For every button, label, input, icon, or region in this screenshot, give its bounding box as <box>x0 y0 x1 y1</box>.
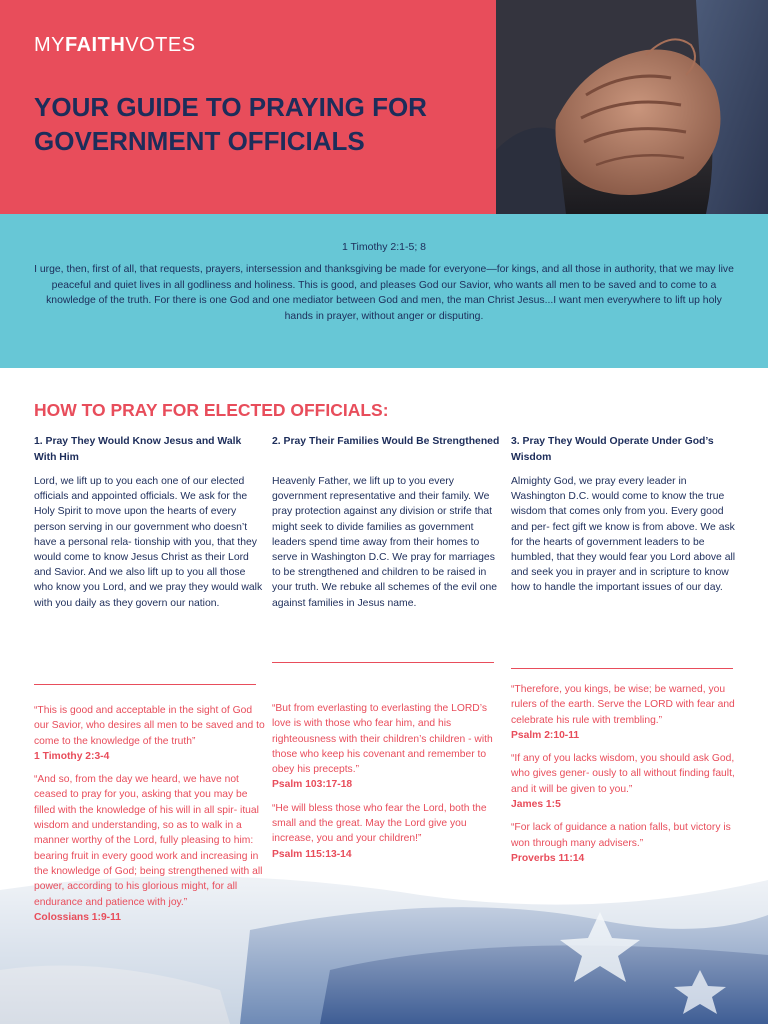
column-2-quotes <box>272 701 504 870</box>
logo-my: MY <box>34 34 65 56</box>
quote-text: “And so, from the day we heard, we have not ceased to pray for you, asking that you may be filled with the knowledge of his will in all spir- itual wisdom and understanding, so as to walk in a manner worthy of the Lord, fully pleasing to him: bearing fruit in every good work and increasing in the knowledge of God; being strengthened with all power, according to his glorious might, for all endurance and patience with joy.” <box>34 774 263 908</box>
scripture-quote <box>34 703 266 764</box>
scripture-quote <box>511 682 743 743</box>
quote-reference: Psalm 115:13-14 <box>272 848 352 860</box>
scripture-quote <box>34 772 266 925</box>
quote-text: “Therefore, you kings, be wise; be warned, you rulers of the earth. Serve the LORD with fear and celebrate his rule with trembling.” <box>511 684 735 726</box>
quote-text: “This is good and acceptable in the sight of God our Savior, who desires all men to be saved and to come to the knowledge of the truth” <box>34 705 265 747</box>
column-3-divider <box>511 668 733 669</box>
quote-reference: James 1:5 <box>511 799 561 811</box>
scripture-quote <box>511 820 743 866</box>
column-2-body: Heavenly Father, we lift up to you every government representative and their family. We pray protection against any division or strife that might seek to divide families as government leaders spend time away from their homes to serve in Washington D.C. We pray for marriages to be strengthened and children to be raised in your truth. We rebuke all schemes of the evil one against families in Jesus name. <box>272 476 498 609</box>
quote-text: “He will bless those who fear the Lord, both the small and the great. May the Lord give you increase, you and your children!” <box>272 802 487 845</box>
quote-reference: Psalm 2:10-11 <box>511 729 580 741</box>
column-2-divider <box>272 662 494 663</box>
scripture-quote <box>511 751 743 812</box>
column-1-body: Lord, we lift up to you each one of our elected officials and appointed officials. We ask for the Holy Spirit to move upon the hearts of every person serving in our government who doesn’t have a personal rela- tionship with you, that they would come to know Jesus Christ as their Lord and Savior. And we also lift up to you all those who know you Lord, and we pray they would walk with you daily as they govern our nation. <box>34 476 263 609</box>
verse-text: I urge, then, first of all, that requests, prayers, intersession and thanksgiving be made for everyone—for kings, and all those in authority, that we may live peaceful and quiet lives in all godliness and holiness. This is good, and pleases God our Savior, who wants all men to be saved and to come to a knowledge of the truth. For there is one God and one mediator between God and men, the man Christ Jesus...I want men everywhere to lift up holy hands in prayer, without anger or disputing. <box>34 264 734 322</box>
logo-faith: FAITH <box>65 34 126 56</box>
column-1-quotes <box>34 703 266 933</box>
column-1-heading: 1. Pray They Would Know Jesus and Walk With Him <box>34 436 242 463</box>
quote-text: “But from everlasting to everlasting the LORD’s love is with those who fear him, and his righteousness with their children’s children - with those who keep his covenant and remember to obey his precepts.” <box>272 703 493 776</box>
column-3-quotes <box>511 682 743 874</box>
praying-hands-photo <box>496 0 768 214</box>
quote-reference: Psalm 103:17-18 <box>272 779 353 791</box>
myfaithvotes-logo <box>34 34 196 57</box>
scripture-quote <box>272 801 504 862</box>
quote-reference: Colossians 1:9-11 <box>34 911 121 923</box>
column-3-heading: 3. Pray They Would Operate Under God’s Wisdom <box>511 436 714 463</box>
column-1-divider <box>34 684 256 685</box>
quote-reference: Proverbs 11:14 <box>511 852 585 864</box>
logo-votes: VOTES <box>125 34 196 56</box>
column-2-heading: 2. Pray Their Families Would Be Strengthened <box>272 436 500 447</box>
section-heading: HOW TO PRAY FOR ELECTED OFFICIALS: <box>34 400 389 420</box>
quote-reference: 1 Timothy 2:3-4 <box>34 750 110 762</box>
praying-hands-illustration <box>496 0 768 214</box>
verse-reference: 1 Timothy 2:1-5; 8 <box>341 241 427 253</box>
page-title: YOUR GUIDE TO PRAYING FOR GOVERNMENT OFFICIALS <box>34 92 427 156</box>
scripture-quote <box>272 701 504 793</box>
quote-text: “For lack of guidance a nation falls, but victory is won through many advisers.” <box>511 822 731 849</box>
quote-text: “If any of you lacks wisdom, you should ask God, who gives gener- ously to all without finding fault, and it will be given to you.” <box>511 753 735 795</box>
column-3-body: Almighty God, we pray every leader in Washington D.C. would come to know the true wisdom that comes only from you. Every good and per- fect gift we know is from above. We ask for the hearts of government leaders to be humbled, that they would fear you Lord above all and seek you in prayer and in scripture to know how to handle the important issues of our day. <box>511 476 736 594</box>
